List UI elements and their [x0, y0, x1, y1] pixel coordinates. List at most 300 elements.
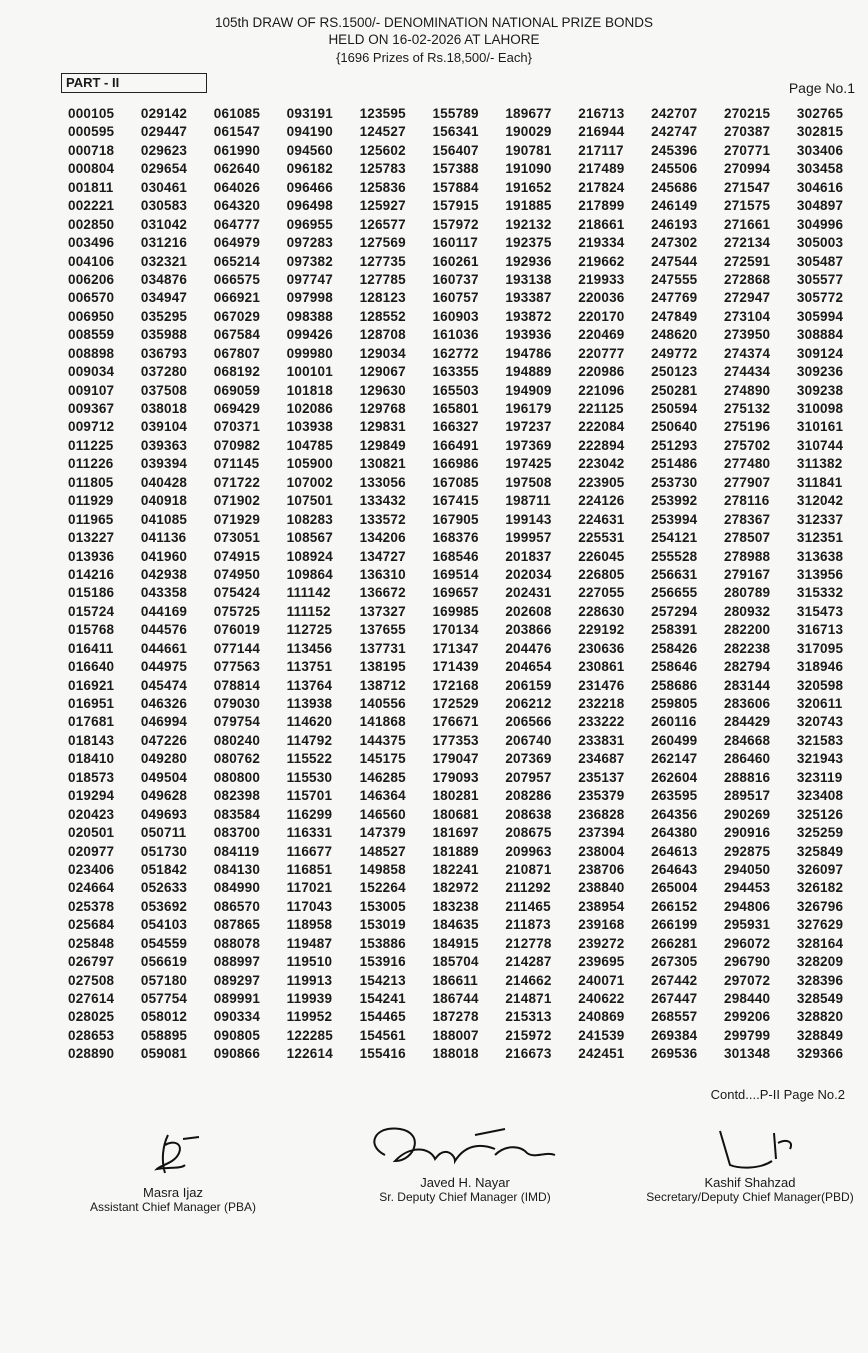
table-row — [68, 972, 858, 990]
bond-number: 326097 — [796, 861, 844, 877]
bond-number: 116677 — [286, 843, 333, 859]
bond-number: 070371 — [213, 419, 261, 435]
bond-number: 206566 — [505, 714, 552, 730]
bond-number: 074950 — [213, 566, 261, 582]
bond-number: 278988 — [724, 548, 771, 564]
bond-number: 183238 — [432, 898, 479, 914]
bond-number: 064320 — [213, 198, 261, 214]
bond-number: 207957 — [505, 769, 552, 785]
table-row — [68, 787, 858, 805]
bond-number: 000718 — [68, 142, 115, 158]
bond-number: 126577 — [359, 216, 406, 232]
bond-number: 102086 — [286, 401, 333, 416]
bond-number: 215313 — [505, 1009, 552, 1025]
bond-number: 274374 — [724, 345, 771, 361]
bond-number: 298440 — [724, 991, 771, 1006]
bond-number: 024664 — [68, 880, 115, 896]
bond-number: 220986 — [578, 364, 625, 380]
bond-number: 199957 — [505, 530, 552, 546]
bond-number: 328820 — [796, 1009, 844, 1025]
bond-number: 077144 — [213, 640, 261, 656]
bond-number: 304616 — [796, 179, 844, 195]
bond-number: 067029 — [213, 308, 261, 324]
bond-number: 325259 — [796, 825, 844, 841]
bond-number: 321583 — [796, 732, 844, 748]
bond-number: 089297 — [213, 972, 261, 988]
bond-number: 272947 — [724, 290, 771, 306]
bond-number: 247555 — [651, 271, 698, 287]
bond-number: 253730 — [651, 474, 698, 490]
bond-number: 061085 — [213, 106, 261, 121]
bond-number: 011965 — [68, 511, 114, 527]
bond-number: 086570 — [213, 898, 261, 914]
bond-number: 247769 — [651, 290, 698, 306]
bond-number: 136672 — [359, 585, 406, 601]
bond-number: 169657 — [432, 585, 479, 601]
bond-number: 305772 — [796, 290, 844, 306]
bond-number: 130821 — [359, 456, 406, 472]
bond-number: 284429 — [724, 714, 771, 730]
bond-number: 320598 — [796, 677, 844, 693]
bond-number: 035295 — [140, 308, 188, 324]
bond-number: 125927 — [359, 198, 406, 214]
table-row — [68, 511, 858, 529]
bond-number: 038018 — [140, 401, 188, 416]
bond-number: 009367 — [68, 401, 115, 416]
table-row — [68, 898, 858, 916]
bond-number: 149858 — [359, 861, 406, 877]
bond-number: 113456 — [286, 640, 333, 656]
bond-number: 239695 — [578, 954, 625, 970]
table-row — [68, 437, 858, 455]
bond-number: 137655 — [359, 622, 406, 638]
bond-number: 297072 — [724, 972, 771, 988]
bond-number: 140556 — [359, 696, 406, 711]
bond-number: 208638 — [505, 806, 552, 822]
bond-number: 029447 — [140, 124, 188, 140]
bond-number: 278367 — [724, 511, 771, 527]
bond-number: 265004 — [651, 880, 698, 896]
bond-number: 320743 — [796, 714, 844, 730]
bond-number: 026797 — [68, 954, 115, 970]
bond-number: 094190 — [286, 124, 333, 140]
table-row — [68, 289, 858, 307]
bond-number: 198711 — [505, 493, 551, 509]
bond-number: 125836 — [359, 179, 406, 195]
bond-number: 320611 — [796, 696, 843, 711]
table-row — [68, 879, 858, 897]
bond-number: 279167 — [724, 566, 771, 582]
bond-number: 046994 — [140, 714, 188, 730]
bond-number: 317095 — [796, 640, 844, 656]
bond-number: 115522 — [286, 751, 333, 767]
table-row — [68, 769, 858, 787]
bond-number: 137327 — [359, 603, 406, 619]
bond-number: 253994 — [651, 511, 698, 527]
bond-number: 188018 — [432, 1046, 479, 1062]
bond-number: 186611 — [432, 972, 478, 988]
bond-number: 157388 — [432, 161, 479, 177]
bond-number: 305487 — [796, 253, 844, 269]
bond-number: 258426 — [651, 640, 698, 656]
bond-number: 234687 — [578, 751, 625, 767]
bond-number: 227055 — [578, 585, 625, 601]
bond-number: 088078 — [213, 935, 261, 951]
bond-number: 058895 — [140, 1027, 188, 1043]
bond-number: 220036 — [578, 290, 625, 306]
bond-number: 311382 — [796, 456, 843, 472]
bond-number: 264613 — [651, 843, 698, 859]
bond-number: 194889 — [505, 364, 552, 380]
table-row — [68, 658, 858, 676]
bond-number: 071929 — [213, 511, 261, 527]
bond-number: 282238 — [724, 640, 771, 656]
bond-number: 011226 — [68, 456, 114, 472]
bond-number: 187278 — [432, 1009, 479, 1025]
bond-number: 262604 — [651, 769, 698, 785]
bond-number: 113938 — [286, 696, 333, 711]
bond-number: 075725 — [213, 603, 261, 619]
table-row — [68, 234, 858, 252]
bond-number: 310161 — [796, 419, 844, 435]
bond-number: 182241 — [432, 861, 479, 877]
bond-number: 029654 — [140, 161, 188, 177]
bond-number: 316713 — [796, 622, 844, 638]
bond-number: 075424 — [213, 585, 261, 601]
bond-number: 154465 — [359, 1009, 406, 1025]
bond-number: 233222 — [578, 714, 625, 730]
bond-number: 186744 — [432, 991, 479, 1006]
bond-number: 020501 — [68, 825, 115, 841]
bond-number: 266199 — [651, 917, 698, 933]
bond-number: 155416 — [359, 1046, 406, 1062]
bond-number: 101818 — [286, 382, 333, 398]
bond-number: 043358 — [140, 585, 188, 601]
table-row — [68, 474, 858, 492]
bond-number: 323119 — [796, 769, 843, 785]
bond-number: 146364 — [359, 788, 406, 804]
bond-number: 115701 — [286, 788, 333, 804]
bond-number: 272134 — [724, 235, 771, 251]
table-row — [68, 824, 858, 842]
bond-number: 051730 — [140, 843, 188, 859]
bond-number: 125602 — [359, 142, 406, 158]
bond-number: 211292 — [505, 880, 551, 896]
bond-number: 165503 — [432, 382, 479, 398]
bond-number: 274890 — [724, 382, 771, 398]
bond-number: 009712 — [68, 419, 115, 435]
bond-number: 192375 — [505, 235, 552, 251]
bond-number: 208675 — [505, 825, 552, 841]
bond-number: 001811 — [68, 179, 114, 195]
bond-number: 275132 — [724, 401, 771, 416]
bond-number: 080800 — [213, 769, 261, 785]
bond-number: 034876 — [140, 271, 188, 287]
bond-number: 015186 — [68, 585, 115, 601]
bond-number: 018573 — [68, 769, 115, 785]
bond-number: 027614 — [68, 991, 115, 1006]
bond-number: 289517 — [724, 788, 771, 804]
bond-number: 166986 — [432, 456, 479, 472]
bond-number: 206740 — [505, 732, 552, 748]
bond-number: 064979 — [213, 235, 261, 251]
bond-number: 294050 — [724, 861, 771, 877]
bond-number: 011225 — [68, 437, 114, 453]
bond-number: 037280 — [140, 364, 188, 380]
bond-number: 116331 — [286, 825, 333, 841]
table-row — [68, 677, 858, 695]
bond-number: 225531 — [578, 530, 625, 546]
bond-number: 011805 — [68, 474, 114, 490]
bond-number: 280932 — [724, 603, 771, 619]
bond-number: 202608 — [505, 603, 552, 619]
bond-number: 090866 — [213, 1046, 261, 1062]
bond-number: 202431 — [505, 585, 552, 601]
table-row — [68, 861, 858, 879]
bond-number: 207369 — [505, 751, 552, 767]
bond-number: 273950 — [724, 327, 771, 343]
signatory-2-name: Javed H. Nayar — [420, 1175, 510, 1190]
bond-number: 077563 — [213, 659, 261, 675]
bond-number: 179047 — [432, 751, 479, 767]
bond-number: 235379 — [578, 788, 625, 804]
bond-number: 067584 — [213, 327, 261, 343]
bond-number: 312042 — [796, 493, 844, 509]
table-row — [68, 548, 858, 566]
part-label: PART - II — [61, 73, 207, 93]
bond-number: 245686 — [651, 179, 698, 195]
bond-number: 212778 — [505, 935, 552, 951]
bond-number: 221125 — [578, 401, 624, 416]
bond-number: 267305 — [651, 954, 698, 970]
bond-number: 034947 — [140, 290, 188, 306]
table-row — [68, 1027, 858, 1045]
bond-number: 123595 — [359, 106, 406, 121]
bond-number: 254121 — [651, 530, 698, 546]
bond-number: 002221 — [68, 198, 115, 214]
bond-number: 146285 — [359, 769, 406, 785]
bond-number: 221096 — [578, 382, 625, 398]
bond-number: 313956 — [796, 566, 844, 582]
bond-number: 153886 — [359, 935, 406, 951]
bond-number: 141868 — [359, 714, 406, 730]
bond-number: 208286 — [505, 788, 552, 804]
document-title: 105th DRAW OF RS.1500/- DENOMINATION NATIONAL PRIZE BONDS — [214, 15, 654, 30]
bond-number: 147379 — [359, 825, 406, 841]
bond-number: 222894 — [578, 437, 625, 453]
bond-number: 246193 — [651, 216, 698, 232]
bond-number: 260116 — [651, 714, 697, 730]
bond-number: 032321 — [140, 253, 188, 269]
bond-number: 192936 — [505, 253, 552, 269]
table-row — [68, 603, 858, 621]
table-row — [68, 695, 858, 713]
bond-number: 328164 — [796, 935, 844, 951]
page-number: Page No.1 — [788, 80, 855, 96]
bond-number: 156407 — [432, 142, 479, 158]
bond-number: 264356 — [651, 806, 698, 822]
bond-number: 066921 — [213, 290, 261, 306]
bond-number: 259805 — [651, 696, 698, 711]
bond-number: 294453 — [724, 880, 771, 896]
bond-number: 323408 — [796, 788, 844, 804]
bond-number: 181889 — [432, 843, 479, 859]
bond-number: 129849 — [359, 437, 406, 453]
bond-number: 006206 — [68, 271, 115, 287]
prize-info: {1696 Prizes of Rs.18,500/- Each} — [336, 50, 532, 65]
bond-number: 044975 — [140, 659, 188, 675]
bond-number: 217824 — [578, 179, 625, 195]
bond-number: 144375 — [359, 732, 406, 748]
bond-number: 062640 — [213, 161, 261, 177]
bond-number: 064777 — [213, 216, 261, 232]
bond-number: 309124 — [796, 345, 844, 361]
bond-number: 090805 — [213, 1027, 261, 1043]
bond-number: 167415 — [432, 493, 479, 509]
bond-number: 210871 — [505, 861, 552, 877]
bond-number: 226805 — [578, 566, 625, 582]
bond-number: 253992 — [651, 493, 698, 509]
bond-number: 049693 — [140, 806, 188, 822]
bond-number: 028025 — [68, 1009, 115, 1025]
bond-number: 042938 — [140, 566, 188, 582]
bond-number: 304897 — [796, 198, 844, 214]
bond-number: 219933 — [578, 271, 625, 287]
bond-number: 109864 — [286, 566, 333, 582]
bond-number: 129034 — [359, 345, 406, 361]
bond-number: 097382 — [286, 253, 333, 269]
table-row — [68, 382, 858, 400]
bond-number: 250594 — [651, 401, 698, 416]
bond-number: 328396 — [796, 972, 844, 988]
bond-number: 104785 — [286, 437, 333, 453]
bond-number: 160261 — [432, 253, 479, 269]
bond-number: 264380 — [651, 825, 698, 841]
bond-number: 078814 — [213, 677, 261, 693]
bond-number: 191885 — [505, 198, 552, 214]
bond-number: 197369 — [505, 437, 552, 453]
bond-number: 211873 — [505, 917, 551, 933]
bond-number: 315332 — [796, 585, 844, 601]
bond-number: 224631 — [578, 511, 625, 527]
bond-number: 111152 — [286, 603, 331, 619]
bond-number: 039104 — [140, 419, 188, 435]
bond-number: 100101 — [286, 364, 333, 380]
signature-block-1 — [78, 1125, 268, 1214]
bond-number: 006950 — [68, 308, 115, 324]
bond-number: 329366 — [796, 1046, 844, 1062]
bond-number: 039363 — [140, 437, 188, 453]
bond-number: 145175 — [359, 751, 406, 767]
bond-number: 274434 — [724, 364, 771, 380]
bond-number: 196179 — [505, 401, 552, 416]
bond-number: 108283 — [286, 511, 333, 527]
bond-number: 180681 — [432, 806, 479, 822]
bond-number: 008559 — [68, 327, 115, 343]
bond-number: 028890 — [68, 1046, 115, 1062]
table-row — [68, 400, 858, 418]
bond-number: 288816 — [724, 769, 771, 785]
bond-number: 097747 — [286, 271, 333, 287]
table-row — [68, 492, 858, 510]
table-row — [68, 1008, 858, 1026]
bond-number: 006570 — [68, 290, 115, 306]
bond-number: 203866 — [505, 622, 552, 638]
bond-number: 217489 — [578, 161, 625, 177]
table-row — [68, 732, 858, 750]
bond-number: 133432 — [359, 493, 406, 509]
bond-number: 160737 — [432, 271, 479, 287]
bond-number: 218661 — [578, 216, 625, 232]
bond-number: 294806 — [724, 898, 771, 914]
bond-number: 277907 — [724, 474, 771, 490]
bond-number: 000595 — [68, 124, 115, 140]
bond-number: 112725 — [286, 622, 333, 638]
bond-number: 181697 — [432, 825, 479, 841]
bond-number: 271661 — [724, 216, 771, 232]
bond-number: 071145 — [213, 456, 260, 472]
bond-number: 250123 — [651, 364, 698, 380]
bond-number: 020977 — [68, 843, 115, 859]
continuation-note: Contd....P-II Page No.2 — [710, 1087, 845, 1102]
bond-number: 271547 — [724, 179, 771, 195]
bond-number: 083700 — [213, 825, 261, 841]
bond-number: 074915 — [213, 548, 261, 564]
bond-number: 049628 — [140, 788, 188, 804]
bond-number: 114620 — [286, 714, 333, 730]
bond-number: 239168 — [578, 917, 625, 933]
table-row — [68, 1045, 858, 1063]
table-row — [68, 216, 858, 234]
bond-number: 119510 — [286, 954, 333, 970]
bond-number: 308884 — [796, 327, 844, 343]
bond-number: 127735 — [359, 253, 406, 269]
bond-number: 154561 — [359, 1027, 406, 1043]
bond-number: 138195 — [359, 659, 406, 675]
bond-number: 119939 — [286, 991, 333, 1006]
signatory-1-title: Assistant Chief Manager (PBA) — [89, 1200, 257, 1214]
bond-number: 179093 — [432, 769, 479, 785]
bond-number: 193138 — [505, 271, 552, 287]
bond-number: 168376 — [432, 530, 479, 546]
signature-2-image — [355, 1115, 575, 1175]
bond-number: 097998 — [286, 290, 333, 306]
bond-number: 197508 — [505, 474, 552, 490]
bond-number: 069059 — [213, 382, 261, 398]
bond-number: 325849 — [796, 843, 844, 859]
bond-number: 270771 — [724, 142, 771, 158]
table-row — [68, 345, 858, 363]
bond-number: 009034 — [68, 364, 115, 380]
table-row — [68, 750, 858, 768]
bond-number: 201837 — [505, 548, 552, 564]
bond-number: 099426 — [286, 327, 333, 343]
bond-number: 222084 — [578, 419, 625, 435]
bond-number: 190029 — [505, 124, 552, 140]
bond-number: 061990 — [213, 142, 261, 158]
bond-number: 194786 — [505, 345, 552, 361]
bond-number: 258646 — [651, 659, 698, 675]
bond-number: 153916 — [359, 954, 406, 970]
bond-number: 107501 — [286, 493, 333, 509]
bond-number: 040428 — [140, 474, 188, 490]
bond-number: 061547 — [213, 124, 261, 140]
bond-number: 250640 — [651, 419, 698, 435]
bond-number: 280789 — [724, 585, 771, 601]
bond-number: 108567 — [286, 530, 333, 546]
bond-number: 209963 — [505, 843, 552, 859]
bond-number: 082398 — [213, 788, 261, 804]
